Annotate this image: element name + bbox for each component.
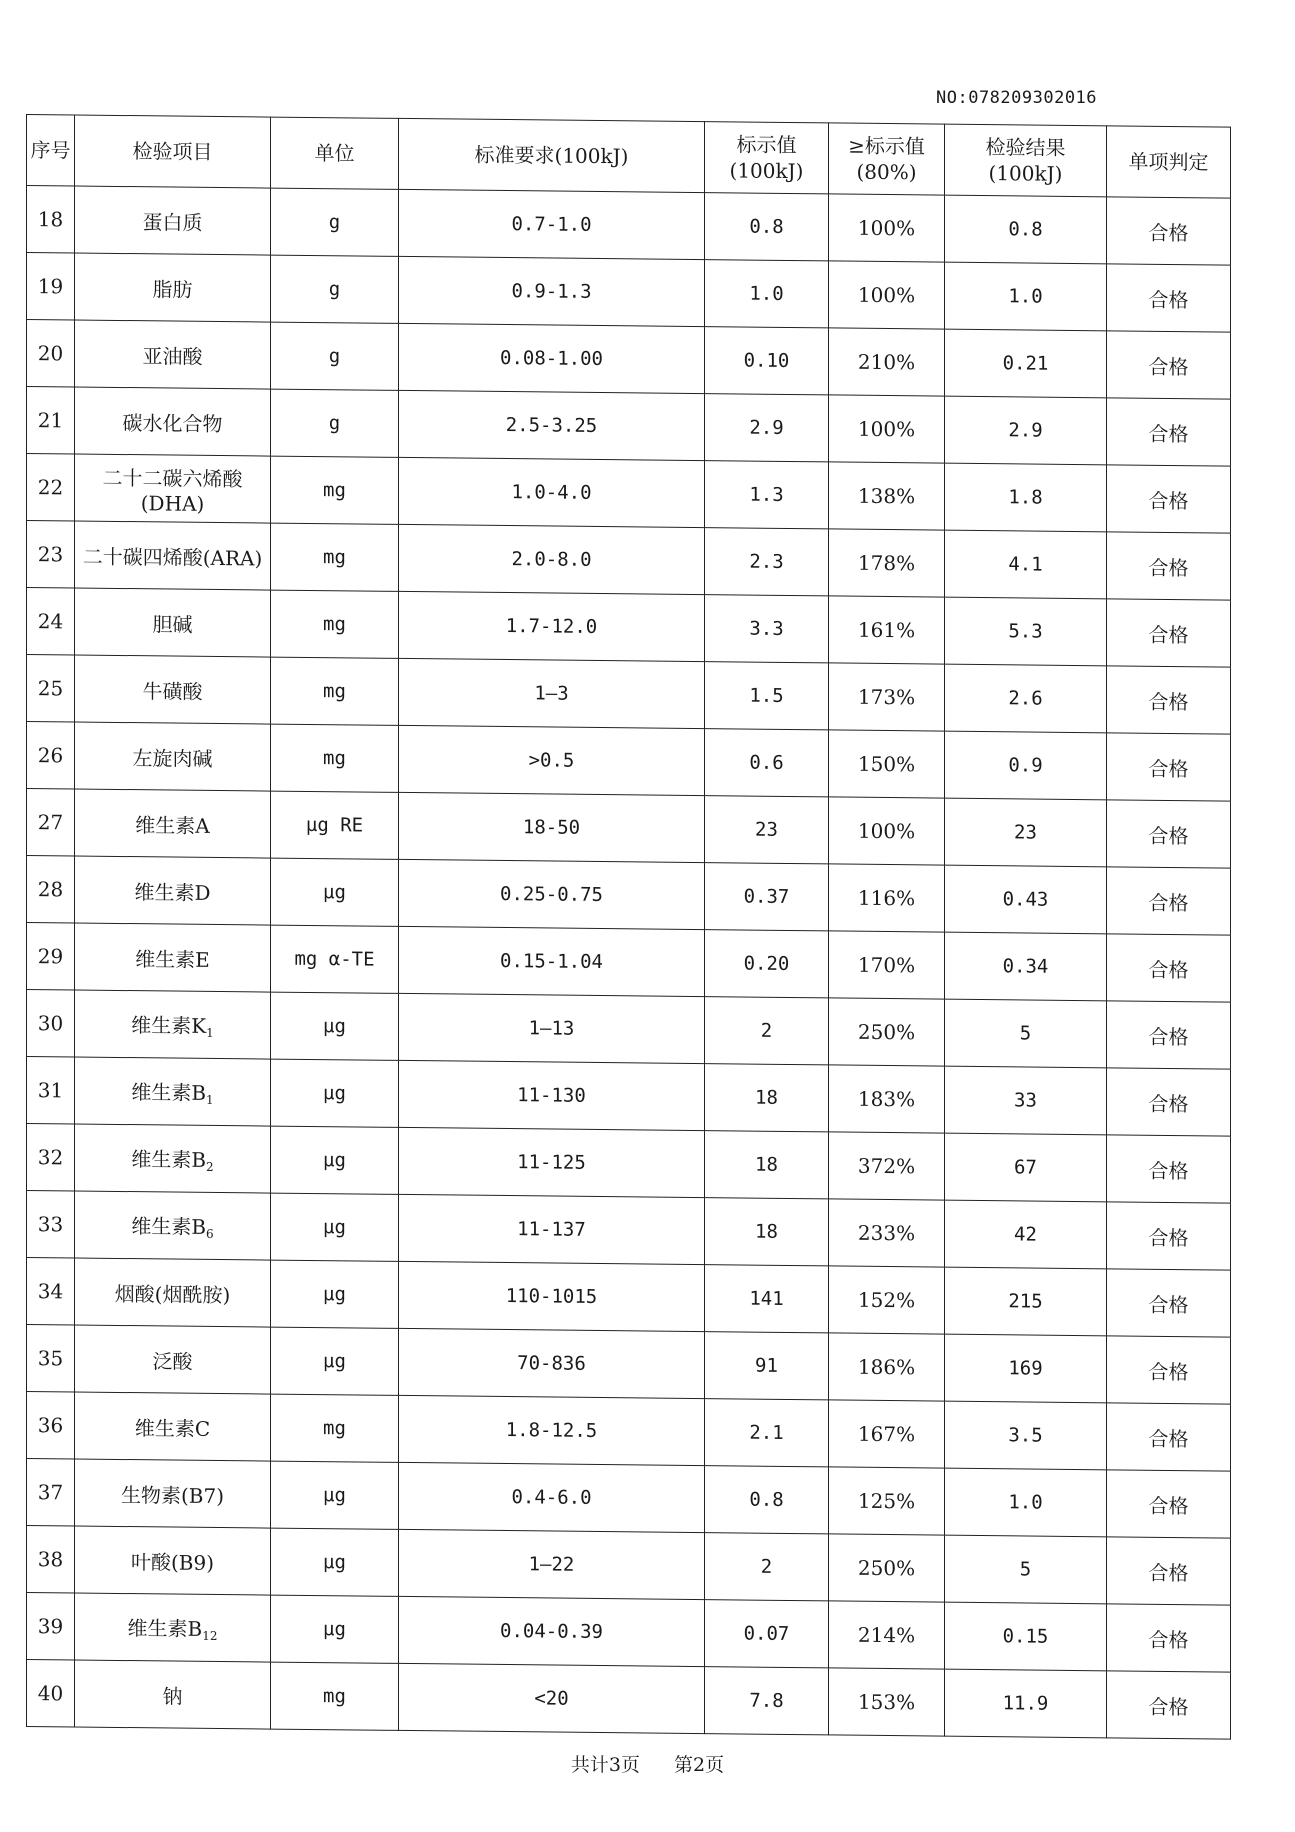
cell-seq: 24 <box>27 588 75 656</box>
cell-unit: mg <box>271 590 399 658</box>
cell-unit: g <box>271 255 399 323</box>
cell-result: 0.9 <box>945 731 1107 800</box>
cell-verdict: 合格 <box>1107 867 1231 935</box>
cell-label-value: 7.8 <box>705 1667 829 1735</box>
cell-unit: μg <box>271 1528 399 1596</box>
header-seq: 序号 <box>27 115 75 187</box>
cell-result: 2.6 <box>945 664 1107 733</box>
cell-verdict: 合格 <box>1107 1135 1231 1203</box>
cell-ge-label: 250% <box>829 998 945 1066</box>
cell-seq: 18 <box>27 186 75 254</box>
cell-unit: μg <box>271 1126 399 1194</box>
table-row <box>27 1459 1231 1539</box>
cell-standard: 0.4-6.0 <box>399 1462 705 1532</box>
table-row <box>27 1124 1231 1204</box>
cell-ge-label: 250% <box>829 1534 945 1602</box>
cell-standard: 0.25-0.75 <box>399 859 705 929</box>
cell-verdict: 合格 <box>1107 331 1231 399</box>
cell-item: 碳水化合物 <box>75 387 271 456</box>
cell-unit: μg <box>271 1059 399 1127</box>
cell-standard: 2.5-3.25 <box>399 390 705 460</box>
cell-ge-label: 161% <box>829 596 945 664</box>
cell-standard: 70-836 <box>399 1328 705 1398</box>
cell-seq: 29 <box>27 923 75 991</box>
cell-seq: 33 <box>27 1191 75 1259</box>
table-row <box>27 1660 1231 1740</box>
cell-seq: 27 <box>27 789 75 857</box>
cell-standard: 1—13 <box>399 993 705 1063</box>
cell-item: 维生素E <box>75 923 271 992</box>
table-row <box>27 1325 1231 1405</box>
cell-standard: 18-50 <box>399 792 705 862</box>
cell-verdict: 合格 <box>1107 800 1231 868</box>
cell-verdict: 合格 <box>1107 1001 1231 1069</box>
cell-item: 叶酸(B9) <box>75 1526 271 1595</box>
current-page: 第2页 <box>674 1754 725 1776</box>
cell-standard: 0.04-0.39 <box>399 1596 705 1666</box>
table-row <box>27 1526 1231 1606</box>
cell-ge-label: 214% <box>829 1601 945 1669</box>
table-row <box>27 990 1231 1070</box>
item-subscript: 12 <box>202 1628 218 1644</box>
cell-seq: 35 <box>27 1325 75 1393</box>
cell-item: 二十碳四烯酸(ARA) <box>75 521 271 590</box>
cell-standard: 1—22 <box>399 1529 705 1599</box>
header-verdict: 单项判定 <box>1107 126 1231 198</box>
cell-label-value: 2 <box>705 997 829 1065</box>
header-unit: 单位 <box>271 117 399 189</box>
cell-item: 烟酸(烟酰胺) <box>75 1258 271 1327</box>
cell-label-value: 1.3 <box>705 461 829 529</box>
cell-unit: mg <box>271 456 399 524</box>
cell-ge-label: 178% <box>829 529 945 597</box>
table-header-row <box>27 115 1231 199</box>
cell-seq: 38 <box>27 1526 75 1594</box>
cell-verdict: 合格 <box>1107 264 1231 332</box>
cell-unit: mg <box>271 523 399 591</box>
table-body <box>27 186 1231 1740</box>
cell-label-value: 0.8 <box>705 1466 829 1534</box>
cell-label-value: 0.10 <box>705 327 829 395</box>
cell-label-value: 2.3 <box>705 528 829 596</box>
cell-label-value: 23 <box>705 796 829 864</box>
cell-verdict: 合格 <box>1107 934 1231 1002</box>
cell-item: 左旋肉碱 <box>75 722 271 791</box>
cell-standard: 0.15-1.04 <box>399 926 705 996</box>
cell-item: 泛酸 <box>75 1325 271 1394</box>
cell-seq: 23 <box>27 521 75 589</box>
cell-item: 生物素(B7) <box>75 1459 271 1528</box>
cell-seq: 25 <box>27 655 75 723</box>
cell-verdict: 合格 <box>1107 1068 1231 1136</box>
cell-seq: 20 <box>27 320 75 388</box>
table-row <box>27 1593 1231 1673</box>
cell-verdict: 合格 <box>1107 532 1231 600</box>
cell-result: 23 <box>945 798 1107 867</box>
cell-verdict: 合格 <box>1107 398 1231 466</box>
cell-seq: 30 <box>27 990 75 1058</box>
cell-label-value: 0.07 <box>705 1600 829 1668</box>
item-subscript: 2 <box>206 1159 214 1174</box>
cell-ge-label: 210% <box>829 328 945 396</box>
cell-verdict: 合格 <box>1107 733 1231 801</box>
cell-verdict: 合格 <box>1107 1470 1231 1538</box>
cell-verdict: 合格 <box>1107 1671 1231 1739</box>
cell-result: 0.15 <box>945 1602 1107 1671</box>
cell-standard: <20 <box>399 1663 705 1733</box>
cell-unit: mg <box>271 1662 399 1730</box>
cell-item: 维生素$B_{12}$ <box>75 1593 271 1662</box>
cell-seq: 31 <box>27 1057 75 1125</box>
cell-ge-label: 100% <box>829 261 945 329</box>
cell-seq: 37 <box>27 1459 75 1527</box>
cell-verdict: 合格 <box>1107 1269 1231 1337</box>
cell-label-value: 0.37 <box>705 863 829 931</box>
cell-result: 0.43 <box>945 865 1107 934</box>
table-row <box>27 521 1231 601</box>
cell-unit: μg <box>271 1461 399 1529</box>
cell-ge-label: 100% <box>829 797 945 865</box>
table-row <box>27 1057 1231 1137</box>
cell-result: 0.34 <box>945 932 1107 1001</box>
table-row <box>27 923 1231 1003</box>
cell-item: 维生素D <box>75 856 271 925</box>
cell-ge-label: 183% <box>829 1065 945 1133</box>
cell-standard: 1—3 <box>399 658 705 728</box>
cell-result: 215 <box>945 1267 1107 1336</box>
cell-seq: 34 <box>27 1258 75 1326</box>
cell-result: 3.5 <box>945 1401 1107 1470</box>
cell-label-value: 18 <box>705 1198 829 1266</box>
cell-unit: μg <box>271 1327 399 1395</box>
table-row <box>27 1392 1231 1472</box>
cell-verdict: 合格 <box>1107 599 1231 667</box>
cell-verdict: 合格 <box>1107 197 1231 265</box>
cell-label-value: 0.6 <box>705 729 829 797</box>
cell-unit: g <box>271 389 399 457</box>
cell-verdict: 合格 <box>1107 1202 1231 1270</box>
cell-standard: 0.08-1.00 <box>399 323 705 393</box>
table-row <box>27 1191 1231 1271</box>
cell-verdict: 合格 <box>1107 1403 1231 1471</box>
cell-unit: μg RE <box>271 791 399 859</box>
cell-result: 4.1 <box>945 530 1107 599</box>
cell-standard: 11-137 <box>399 1194 705 1264</box>
table-row <box>27 387 1231 467</box>
cell-verdict: 合格 <box>1107 666 1231 734</box>
cell-result: 5 <box>945 1535 1107 1604</box>
page-footer <box>0 1750 1295 1777</box>
cell-standard: 1.0-4.0 <box>399 457 705 527</box>
cell-unit: mg <box>271 1394 399 1462</box>
cell-verdict: 合格 <box>1107 465 1231 533</box>
table-row <box>27 454 1231 534</box>
table-row <box>27 253 1231 333</box>
cell-item: 维生素$B_6$ <box>75 1191 271 1260</box>
table-row <box>27 186 1231 266</box>
item-subscript: 1 <box>206 1092 214 1107</box>
cell-result: 0.8 <box>945 195 1107 264</box>
cell-ge-label: 152% <box>829 1266 945 1334</box>
cell-seq: 21 <box>27 387 75 455</box>
cell-ge-label: 100% <box>829 194 945 262</box>
cell-ge-label: 150% <box>829 730 945 798</box>
cell-ge-label: 125% <box>829 1467 945 1535</box>
cell-seq: 32 <box>27 1124 75 1192</box>
cell-result: 1.8 <box>945 463 1107 532</box>
cell-item: 维生素$B_1$ <box>75 1057 271 1126</box>
table-row <box>27 655 1231 735</box>
inspection-table-sheet <box>26 114 1230 1740</box>
header-ge-label: ≥标示值 (80%) <box>829 123 945 195</box>
cell-ge-label: 116% <box>829 864 945 932</box>
cell-label-value: 2.1 <box>705 1399 829 1467</box>
cell-unit: μg <box>271 1193 399 1261</box>
cell-seq: 26 <box>27 722 75 790</box>
cell-result: 5.3 <box>945 597 1107 666</box>
cell-unit: mg <box>271 724 399 792</box>
cell-item: 维生素$B_2$ <box>75 1124 271 1193</box>
cell-ge-label: 138% <box>829 462 945 530</box>
total-pages: 共计3页 <box>570 1754 640 1776</box>
header-standard: 标准要求(100kJ) <box>399 118 705 192</box>
cell-unit: mg α-TE <box>271 925 399 993</box>
table-row <box>27 722 1231 802</box>
cell-ge-label: 170% <box>829 931 945 999</box>
cell-result: 67 <box>945 1133 1107 1202</box>
cell-verdict: 合格 <box>1107 1537 1231 1605</box>
cell-item: 脂肪 <box>75 253 271 322</box>
cell-result: 11.9 <box>945 1669 1107 1738</box>
cell-unit: g <box>271 322 399 390</box>
cell-label-value: 1.0 <box>705 260 829 328</box>
cell-result: 169 <box>945 1334 1107 1403</box>
cell-standard: 11-130 <box>399 1060 705 1130</box>
cell-label-value: 141 <box>705 1265 829 1333</box>
cell-label-value: 18 <box>705 1131 829 1199</box>
item-subscript: 1 <box>206 1025 214 1040</box>
cell-ge-label: 100% <box>829 395 945 463</box>
table-row <box>27 1258 1231 1338</box>
cell-seq: 28 <box>27 856 75 924</box>
cell-seq: 39 <box>27 1593 75 1661</box>
cell-label-value: 91 <box>705 1332 829 1400</box>
cell-ge-label: 167% <box>829 1400 945 1468</box>
cell-standard: 1.8-12.5 <box>399 1395 705 1465</box>
cell-result: 0.21 <box>945 329 1107 398</box>
cell-ge-label: 186% <box>829 1333 945 1401</box>
cell-item: 胆碱 <box>75 588 271 657</box>
cell-label-value: 0.20 <box>705 930 829 998</box>
table-row <box>27 588 1231 668</box>
item-subscript: 6 <box>206 1226 214 1241</box>
cell-standard: 1.7-12.0 <box>399 591 705 661</box>
cell-seq: 19 <box>27 253 75 321</box>
cell-label-value: 2.9 <box>705 394 829 462</box>
cell-verdict: 合格 <box>1107 1604 1231 1672</box>
table-row <box>27 320 1231 400</box>
cell-result: 2.9 <box>945 396 1107 465</box>
cell-unit: μg <box>271 1595 399 1663</box>
cell-label-value: 1.5 <box>705 662 829 730</box>
cell-item: 维生素A <box>75 789 271 858</box>
cell-unit: μg <box>271 1260 399 1328</box>
cell-standard: 11-125 <box>399 1127 705 1197</box>
cell-unit: μg <box>271 858 399 926</box>
header-label-value: 标示值 (100kJ) <box>705 122 829 194</box>
cell-ge-label: 372% <box>829 1132 945 1200</box>
cell-label-value: 3.3 <box>705 595 829 663</box>
header-item: 检验项目 <box>75 115 271 188</box>
cell-label-value: 0.8 <box>705 193 829 261</box>
cell-ge-label: 153% <box>829 1668 945 1736</box>
cell-result: 42 <box>945 1200 1107 1269</box>
cell-item: 亚油酸 <box>75 320 271 389</box>
cell-result: 1.0 <box>945 262 1107 331</box>
cell-unit: mg <box>271 657 399 725</box>
cell-standard: >0.5 <box>399 725 705 795</box>
cell-label-value: 18 <box>705 1064 829 1132</box>
cell-item: 牛磺酸 <box>75 655 271 724</box>
cell-ge-label: 233% <box>829 1199 945 1267</box>
cell-standard: 2.0-8.0 <box>399 524 705 594</box>
cell-seq: 36 <box>27 1392 75 1460</box>
cell-result: 33 <box>945 1066 1107 1135</box>
cell-label-value: 2 <box>705 1533 829 1601</box>
report-number: NO:078209302016 <box>936 88 1098 108</box>
cell-standard: 0.7-1.0 <box>399 189 705 259</box>
cell-item: 维生素C <box>75 1392 271 1461</box>
cell-seq: 40 <box>27 1660 75 1728</box>
cell-result: 1.0 <box>945 1468 1107 1537</box>
cell-item: 维生素$K_1$ <box>75 990 271 1059</box>
cell-unit: g <box>271 188 399 256</box>
header-result: 检验结果 (100kJ) <box>945 124 1107 197</box>
inspection-table <box>26 114 1231 1740</box>
cell-result: 5 <box>945 999 1107 1068</box>
cell-item: 二十二碳六烯酸(DHA) <box>75 454 271 523</box>
cell-ge-label: 173% <box>829 663 945 731</box>
cell-standard: 0.9-1.3 <box>399 256 705 326</box>
table-row <box>27 789 1231 869</box>
cell-item: 钠 <box>75 1660 271 1729</box>
cell-item: 蛋白质 <box>75 186 271 255</box>
cell-verdict: 合格 <box>1107 1336 1231 1404</box>
cell-unit: μg <box>271 992 399 1060</box>
cell-seq: 22 <box>27 454 75 522</box>
cell-standard: 110-1015 <box>399 1261 705 1331</box>
table-row <box>27 856 1231 936</box>
